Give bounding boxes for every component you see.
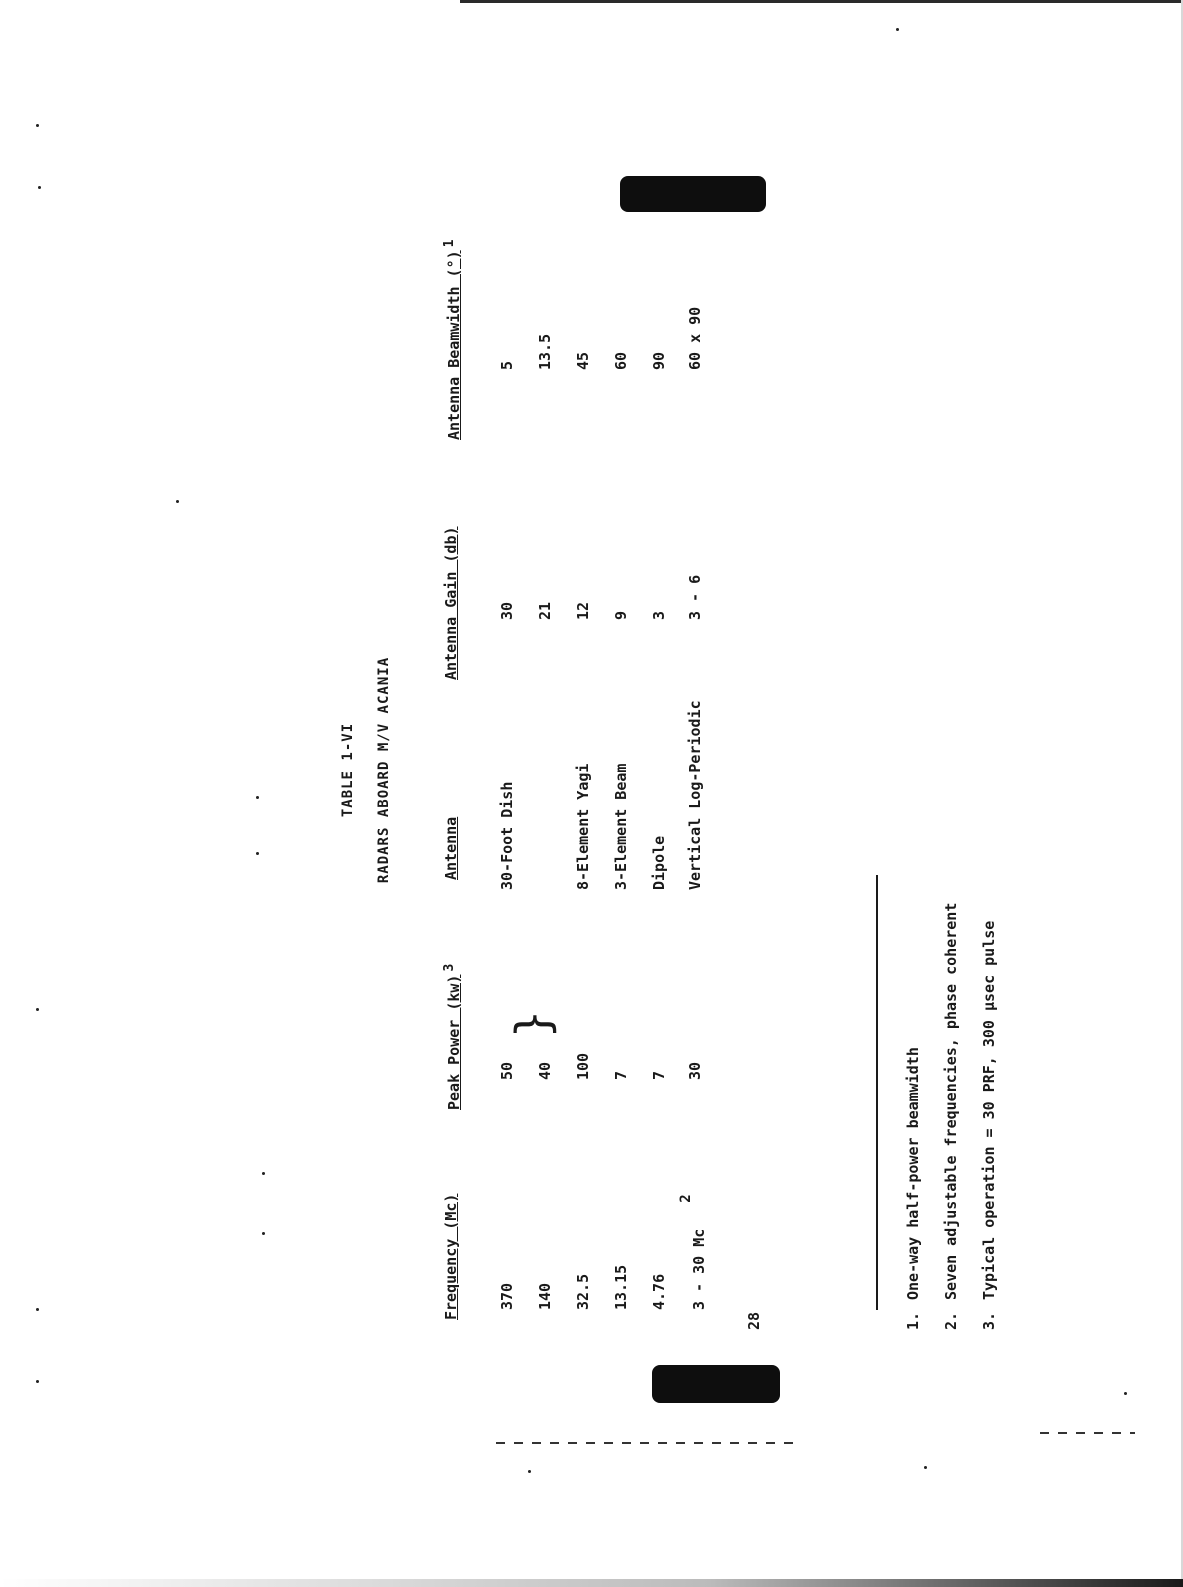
redaction-mark-top [620,176,766,212]
cell-beamwidth: 60 [612,351,630,370]
page-number: 28 [745,1311,763,1330]
cell-gain: 9 [612,610,630,620]
cell-frequency: 140 [536,1282,554,1310]
header-peak-power-note: 3 [442,963,457,972]
footnote-divider [876,875,878,1310]
cell-gain: 12 [574,601,592,620]
footnote [904,1047,922,1330]
cell-frequency: 370 [498,1282,516,1310]
table-row [650,210,680,1330]
redaction-mark-bottom [652,1365,780,1403]
scan-speck [924,1466,927,1469]
footnote-text: One-way half-power beamwidth [904,1047,922,1300]
cell-gain: 3 [650,610,668,620]
cell-frequency: 13.15 [612,1264,630,1310]
header-antenna-gain-label: Antenna Gain (db) [442,526,460,680]
footnote [942,903,960,1330]
table-subtitle: RADARS ABOARD M/V ACANIA [376,656,392,884]
cell-beamwidth: 45 [574,351,592,370]
cell-antenna: 30-Foot Dish [498,781,516,890]
table-title: TABLE 1-VI [340,722,356,818]
cell-peak-power: 7 [612,1070,630,1080]
header-beamwidth [442,240,463,440]
scan-speck [38,186,41,189]
cell-peak-power: 30 [686,1061,704,1080]
cell-frequency: 32.5 [574,1273,592,1310]
cell-peak-power: 50 [498,1061,516,1080]
cell-peak-power: 7 [650,1070,668,1080]
cell-peak-power: 100 [574,1052,592,1080]
table-row [536,210,566,1330]
cell-antenna: 3-Element Beam [612,763,630,890]
scan-speck [36,1008,39,1011]
cell-gain: 3 - 6 [686,574,704,620]
scan-bottom-edge [0,1579,1183,1587]
scan-speck [36,124,39,127]
scan-speck [896,28,899,31]
table-row [678,210,716,1330]
footnote-number: 1. [904,1311,922,1330]
cell-antenna: 8-Element Yagi [574,763,592,890]
header-beamwidth-label: Antenna Beamwidth (°) [445,250,463,440]
footnote-text: Seven adjustable frequencies, phase coherent [942,902,960,1300]
cell-frequency: 4.76 [650,1273,668,1310]
footnote-text: Typical operation = 30 PRF, 300 µsec pulse [980,920,998,1300]
cell-beamwidth: 13.5 [536,333,554,370]
cell-frequency-value: 3 - 30 Mc [690,1228,708,1310]
cell-antenna: Vertical Log-Periodic [686,700,704,890]
header-frequency-label: Frequency (Mc) [442,1193,460,1320]
header-antenna [442,817,460,880]
cell-antenna: Dipole [650,835,668,890]
cell-gain: 21 [536,601,554,620]
table-row [574,210,604,1330]
rotated-table-page [180,210,1000,1330]
footnote-number: 3. [980,1311,998,1330]
footnote-number: 2. [942,1311,960,1330]
header-antenna-gain [442,526,460,680]
header-peak-power [442,964,463,1110]
scan-speck [36,1308,39,1311]
scan-speck [36,1380,39,1383]
scan-speck [528,1470,531,1473]
grouping-brace: } [506,1010,560,1038]
scan-speck [1124,1392,1127,1395]
header-frequency [442,1194,460,1320]
cell-frequency [678,1194,708,1310]
scan-speck [176,500,179,503]
scan-dash-line [496,1442,796,1444]
table-row [612,210,642,1330]
cell-beamwidth: 5 [498,360,516,370]
cell-peak-power: 40 [536,1061,554,1080]
cell-gain: 30 [498,601,516,620]
cell-frequency-note: 2 [678,1194,694,1203]
header-antenna-label: Antenna [442,816,460,880]
cell-beamwidth: 90 [650,351,668,370]
header-beamwidth-note: 1 [442,239,457,248]
scan-dash-line [1040,1432,1135,1434]
table-row [498,210,528,1330]
scan-top-edge [460,0,1183,3]
header-peak-power-label: Peak Power (kw) [445,974,463,1110]
cell-beamwidth: 60 x 90 [686,306,704,370]
footnote [980,921,998,1330]
